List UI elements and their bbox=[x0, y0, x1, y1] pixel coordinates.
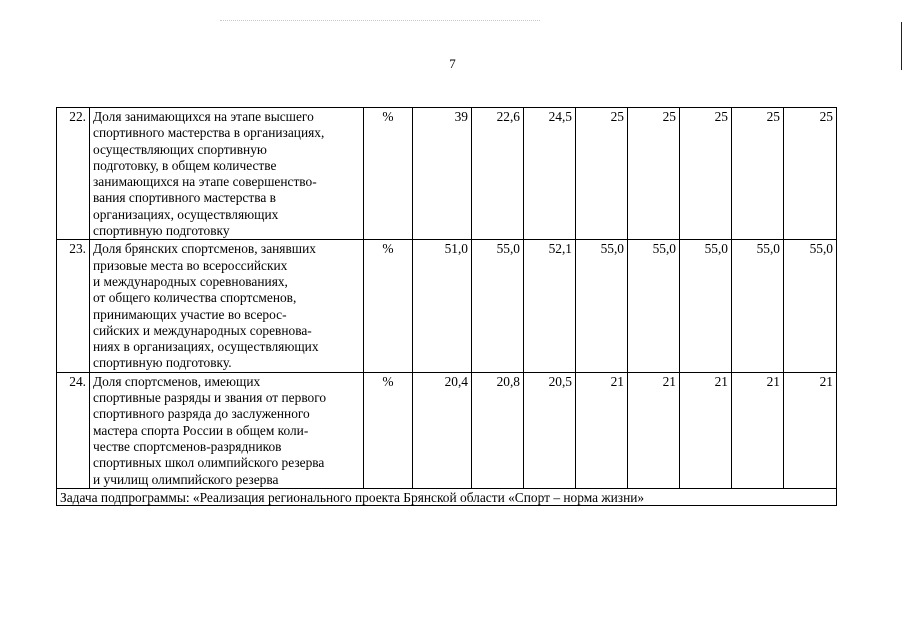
value-cell: 55,0 bbox=[472, 240, 524, 372]
row-number: 24. bbox=[57, 372, 90, 488]
description-line: от общего количества спортсменов, bbox=[93, 290, 297, 306]
value-cell: 55,0 bbox=[732, 240, 784, 372]
table-row bbox=[57, 108, 837, 240]
task-cell: Задача подпрограммы: «Реализация регионального проекта Брянской области «Спорт – норма жизни» bbox=[57, 488, 837, 505]
value-cell: 25 bbox=[732, 108, 784, 240]
unit-cell: % bbox=[364, 240, 413, 372]
scan-artifact bbox=[220, 20, 540, 22]
value-cell: 25 bbox=[628, 108, 680, 240]
value-cell: 25 bbox=[784, 108, 837, 240]
description-line: спортивную подготовку. bbox=[93, 355, 232, 371]
row-description bbox=[90, 372, 364, 488]
description-line: Доля брянских спортсменов, занявших bbox=[93, 241, 316, 257]
description-line: занимающихся на этапе совершенство- bbox=[93, 174, 317, 190]
description-line: осуществляющих спортивную bbox=[93, 141, 267, 157]
indicators-table bbox=[56, 107, 837, 506]
description-line: спортивных школ олимпийского резерва bbox=[93, 455, 325, 471]
value-cell: 52,1 bbox=[524, 240, 576, 372]
row-description bbox=[90, 108, 364, 240]
description-line: Доля занимающихся на этапе высшего bbox=[93, 109, 314, 124]
table-row bbox=[57, 240, 837, 372]
description-line: спортивную подготовку bbox=[93, 223, 230, 239]
description-line: ниях в организациях, осуществляющих bbox=[93, 339, 319, 355]
value-cell: 25 bbox=[680, 108, 732, 240]
table-body bbox=[57, 108, 837, 506]
page-number: 7 bbox=[449, 56, 456, 71]
description-line: спортивного разряда до заслуженного bbox=[93, 406, 310, 422]
value-cell: 21 bbox=[576, 372, 628, 488]
description-line: спортивные разряды и звания от первого bbox=[93, 390, 327, 406]
description-line: и училищ олимпийского резерва bbox=[93, 471, 279, 487]
value-cell: 55,0 bbox=[628, 240, 680, 372]
value-cell: 24,5 bbox=[524, 108, 576, 240]
description-line: подготовку, в общем количестве bbox=[93, 157, 277, 173]
description-line: честве спортсменов-разрядников bbox=[93, 438, 282, 454]
row-description bbox=[90, 240, 364, 372]
unit-cell: % bbox=[364, 372, 413, 488]
value-cell: 20,4 bbox=[413, 372, 472, 488]
description-line: и международных соревнованиях, bbox=[93, 273, 288, 289]
description-line: спортивного мастерства в организациях, bbox=[93, 125, 325, 141]
value-cell: 55,0 bbox=[576, 240, 628, 372]
value-cell: 22,6 bbox=[472, 108, 524, 240]
description-line: сийских и международных соревнова- bbox=[93, 322, 312, 338]
value-cell: 51,0 bbox=[413, 240, 472, 372]
task-row bbox=[57, 488, 837, 505]
value-cell: 21 bbox=[628, 372, 680, 488]
value-cell: 20,5 bbox=[524, 372, 576, 488]
description-line: вания спортивного мастерства в bbox=[93, 190, 276, 206]
value-cell: 21 bbox=[732, 372, 784, 488]
description-line: призовые места во всероссийских bbox=[93, 257, 288, 273]
value-cell: 20,8 bbox=[472, 372, 524, 488]
description-line: организациях, осуществляющих bbox=[93, 206, 279, 222]
value-cell: 21 bbox=[680, 372, 732, 488]
table-row bbox=[57, 372, 837, 488]
row-number: 23. bbox=[57, 240, 90, 372]
description-line: принимающих участие во всерос- bbox=[93, 306, 287, 322]
value-cell: 39 bbox=[413, 108, 472, 240]
value-cell: 25 bbox=[576, 108, 628, 240]
value-cell: 55,0 bbox=[680, 240, 732, 372]
description-line: мастера спорта России в общем коли- bbox=[93, 422, 309, 438]
unit-cell: % bbox=[364, 108, 413, 240]
value-cell: 55,0 bbox=[784, 240, 837, 372]
value-cell: 21 bbox=[784, 372, 837, 488]
description-line: Доля спортсменов, имеющих bbox=[93, 373, 261, 389]
row-number: 22. bbox=[57, 108, 90, 240]
